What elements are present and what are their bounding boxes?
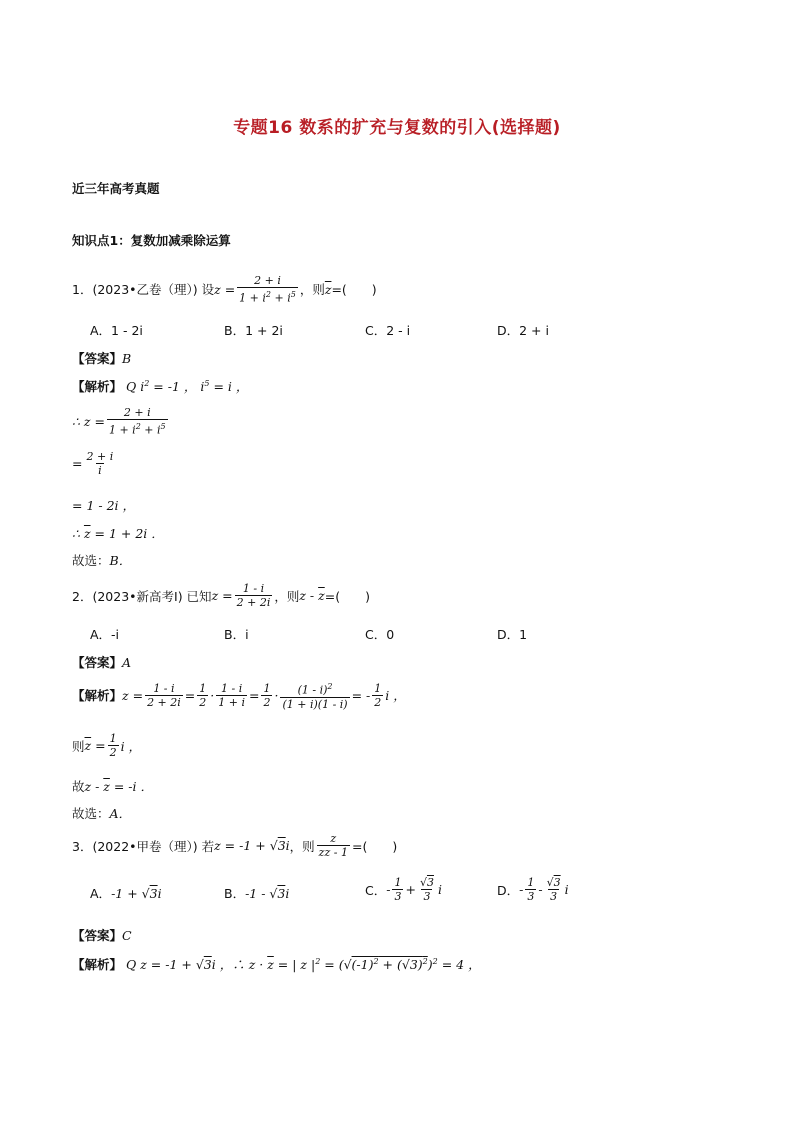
q2-analysis-line1: 【解析】 z = $\frac{1 - i}{2 + 2i}$ = $\frac{1}{2}$ · $\frac{1 - i}{1 + i}$ = $\frac{1}{2}$ · $\frac{(1 - i)^2}{(1 + i)(1 - i)}$ = - $\frac{1}{2}$ i ， [72, 681, 406, 711]
q2-stem: 2．(2023•新高考Ⅰ) 已知 z = $\frac{1 - i}{2 + 2i}$ ，则 z - $\overline{z}$ =( ) [72, 582, 370, 609]
q1-stem: 1．(2023•乙卷（理）) 设 z = $\frac{2 + i}{1 + i^2 + i^5}$ ，则 $\overline{z}$ =( ) [72, 274, 377, 305]
q2-option-b: B．i [224, 627, 249, 642]
q3-option-c: C． - $\frac{1}{3}$ + $\frac{√3}{3}$ i [365, 876, 442, 903]
q1-option-c: C．2 - i [365, 323, 411, 338]
q2-analysis-line2: 则 $\overline{z}$ = $\frac{1}{2}$ i ， [72, 732, 142, 759]
q1-analysis-line5: ∴ $\overline{z} = 1 + 2i$ ． [72, 526, 164, 541]
page-title: 专题16 数系的扩充与复数的引入(选择题) [233, 118, 561, 138]
q1-stem-suffix: ，则 [299, 282, 325, 298]
q1-analysis-line4: = 1 - 2i ， [72, 498, 135, 513]
q2-paren: =( ) [324, 588, 370, 604]
q2-stem-prefix: 2．(2023•新高考Ⅰ) 已知 [72, 588, 212, 604]
q2-stem-suffix: ，则 [274, 588, 300, 604]
q1-option-b: B．1 + 2i [224, 323, 283, 338]
q2-analysis-line3: 故$z - \overline{z} = -i$ ． [72, 779, 153, 794]
q3-stem-prefix: 3．(2022•甲卷（理）) 若 [72, 838, 215, 854]
q1-fraction: $\frac{2 + i}{1 + i^2 + i^5}$ [239, 274, 296, 305]
q1-option-a: A．1 - 2i [90, 323, 143, 338]
q3-analysis-line1: 【解析】 Q z = -1 + √3i ，∴ $z \cdot \overline{z}$ = | z $|^2 = (√(-1)^2 + (√3)^2)^2 = 4$ ， [72, 956, 481, 972]
q1-stem-prefix: 1．(2023•乙卷（理）) 设 [72, 282, 215, 298]
q3-paren: =( ) [351, 838, 398, 854]
q3-option-d: D． - $\frac{1}{3}$ - $\frac{√3}{3}$ i [497, 876, 569, 903]
q2-answer: 【答案】A [72, 655, 132, 670]
q1-answer: 【答案】B [72, 351, 132, 366]
q1-choose: 故选：B． [72, 553, 132, 568]
q1-analysis-line1: 【解析】 Q $i^2 = -1$ ， $i^5 = i$ ， [72, 378, 249, 394]
q2-option-d: D．1 [497, 627, 528, 642]
q3-option-b: B． -1 - √3i [224, 885, 290, 901]
q2-fraction: $\frac{1 - i}{2 + 2i}$ [236, 582, 271, 609]
q3-stem: 3．(2022•甲卷（理）) 若 z = -1 + √3i ，则 $\frac{z}{z\overline{z} - 1}$ =( ) [72, 832, 398, 859]
q3-fraction: $\frac{z}{z\overline{z} - 1}$ [318, 832, 348, 859]
q1-option-d: D．2 + i [497, 323, 549, 338]
q3-option-a: A． -1 + √3i [90, 885, 162, 901]
q2-option-a: A．-i [90, 627, 120, 642]
q2-choose: 故选：A． [72, 806, 132, 821]
knowledge-point-heading: 知识点1：复数加减乘除运算 [72, 233, 231, 248]
q3-answer: 【答案】C [72, 928, 132, 943]
q3-stem-suffix: ，则 [289, 838, 315, 854]
q1-paren: =( ) [331, 282, 377, 298]
q1-analysis-line3: = $\frac{2 + i}{i}$ [72, 450, 114, 477]
q2-option-c: C．0 [365, 627, 395, 642]
section-heading: 近三年高考真题 [72, 181, 160, 196]
q1-analysis-line2: ∴ z = $\frac{2 + i}{1 + i^2 + i^5}$ [72, 406, 166, 437]
